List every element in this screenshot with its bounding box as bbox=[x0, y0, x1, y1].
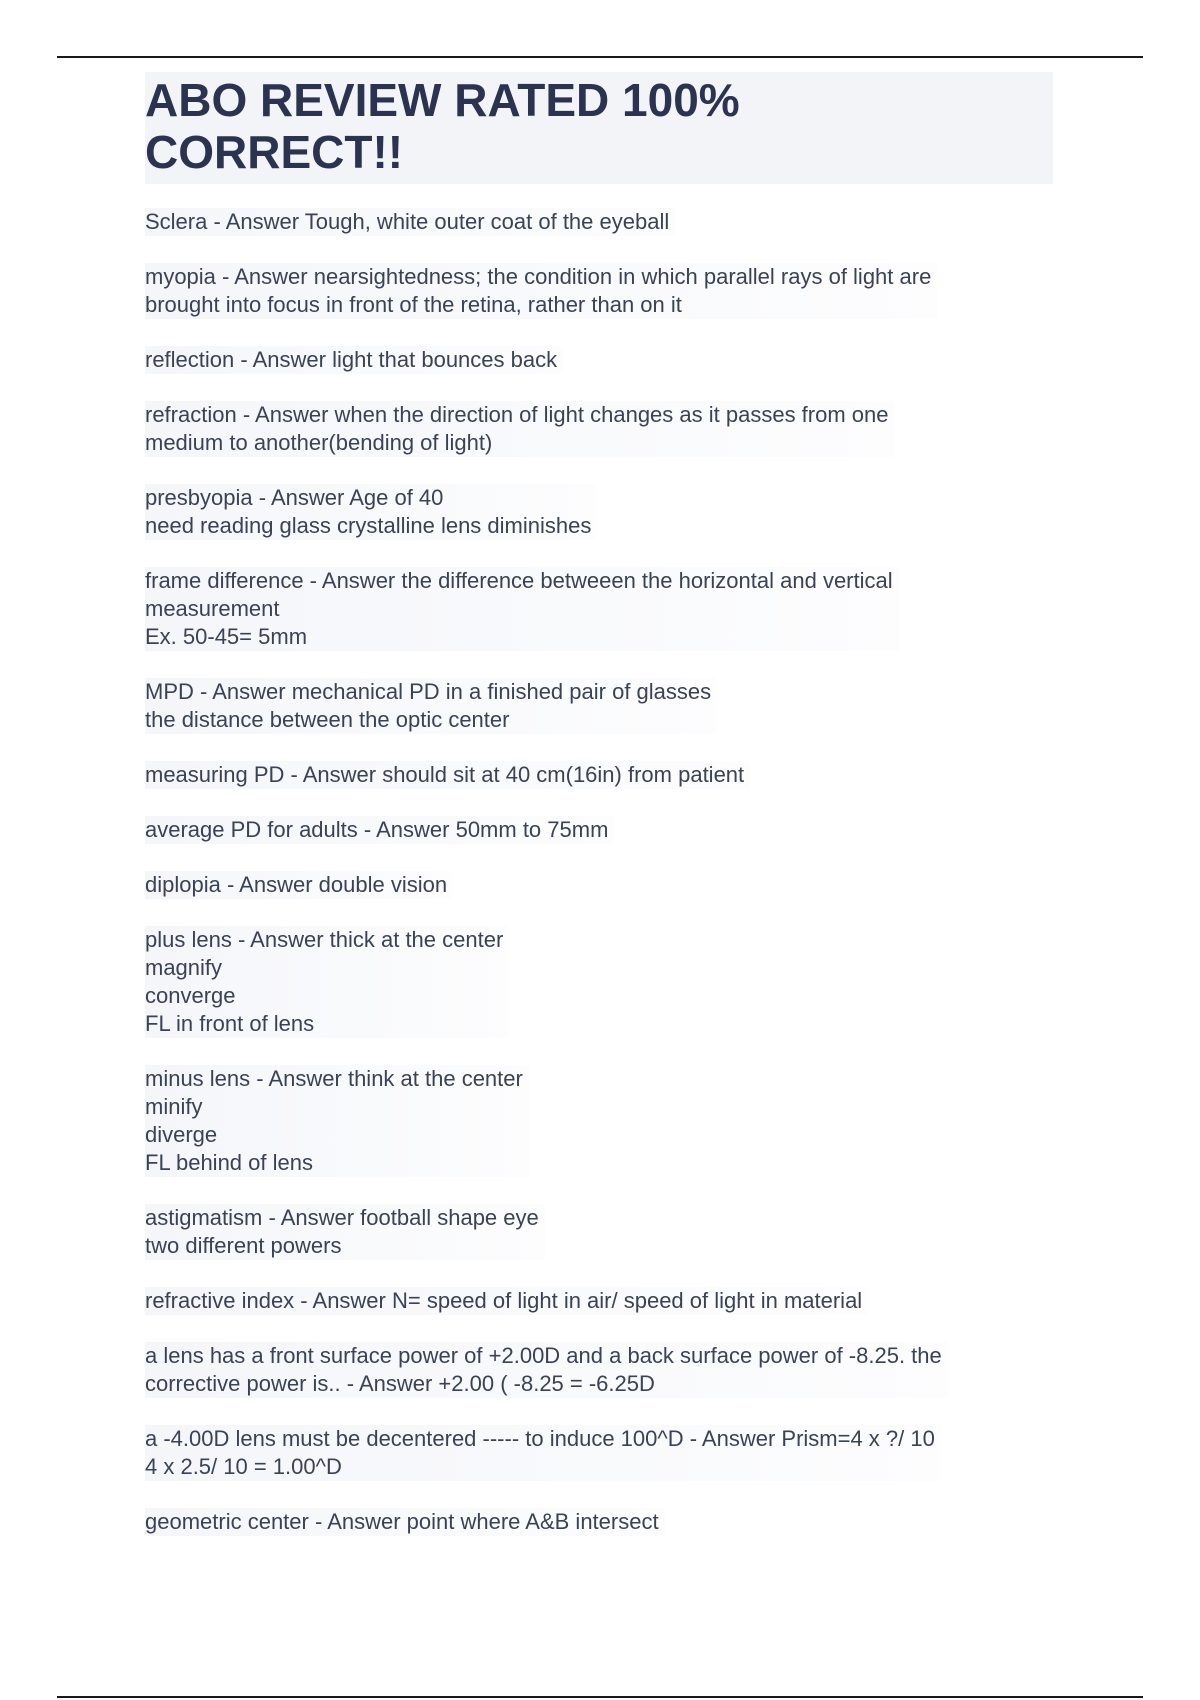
qa-entry-refraction: refraction - Answer when the direction of light changes as it passes from one medium to another(bending of light) bbox=[145, 401, 895, 457]
qa-entry-sclera: Sclera - Answer Tough, white outer coat of the eyeball bbox=[145, 208, 675, 236]
qa-entry-average-pd: average PD for adults - Answer 50mm to 75mm bbox=[145, 816, 614, 844]
qa-entry-measuring-pd: measuring PD - Answer should sit at 40 cm(16in) from patient bbox=[145, 761, 750, 789]
qa-entry-myopia: myopia - Answer nearsightedness; the condition in which parallel rays of light are brought into focus in front of the retina, rather than on it bbox=[145, 263, 937, 319]
qa-entry-plus-lens: plus lens - Answer thick at the center magnify converge FL in front of lens bbox=[145, 926, 509, 1038]
qa-entry-minus-lens: minus lens - Answer think at the center minify diverge FL behind of lens bbox=[145, 1065, 529, 1177]
qa-entry-reflection: reflection - Answer light that bounces back bbox=[145, 346, 563, 374]
qa-entry-geometric-center: geometric center - Answer point where A&B intersect bbox=[145, 1508, 665, 1536]
qa-entry-refractive-index: refractive index - Answer N= speed of light in air/ speed of light in material bbox=[145, 1287, 868, 1315]
qa-entry-astigmatism: astigmatism - Answer football shape eye two different powers bbox=[145, 1204, 545, 1260]
qa-entry-presbyopia: presbyopia - Answer Age of 40 need reading glass crystalline lens diminishes bbox=[145, 484, 597, 540]
qa-list bbox=[145, 208, 1075, 1563]
title-block bbox=[145, 72, 1053, 184]
qa-entry-frame-difference: frame difference - Answer the difference betweeen the horizontal and vertical measurement Ex. 50-45= 5mm bbox=[145, 567, 899, 651]
bottom-divider bbox=[57, 1696, 1143, 1698]
top-divider bbox=[57, 56, 1143, 58]
qa-entry-diplopia: diplopia - Answer double vision bbox=[145, 871, 453, 899]
qa-entry-corrective-power: a lens has a front surface power of +2.00D and a back surface power of -8.25. the corrective power is.. - Answer +2.00 ( -8.25 = -6.25D bbox=[145, 1342, 948, 1398]
qa-entry-decentration-prism: a -4.00D lens must be decentered ----- to induce 100^D - Answer Prism=4 x ?/ 10 4 x 2.5/ 10 = 1.00^D bbox=[145, 1425, 941, 1481]
qa-entry-mpd: MPD - Answer mechanical PD in a finished pair of glasses the distance between the optic center bbox=[145, 678, 717, 734]
page-title: ABO REVIEW RATED 100% CORRECT!! bbox=[145, 74, 740, 178]
